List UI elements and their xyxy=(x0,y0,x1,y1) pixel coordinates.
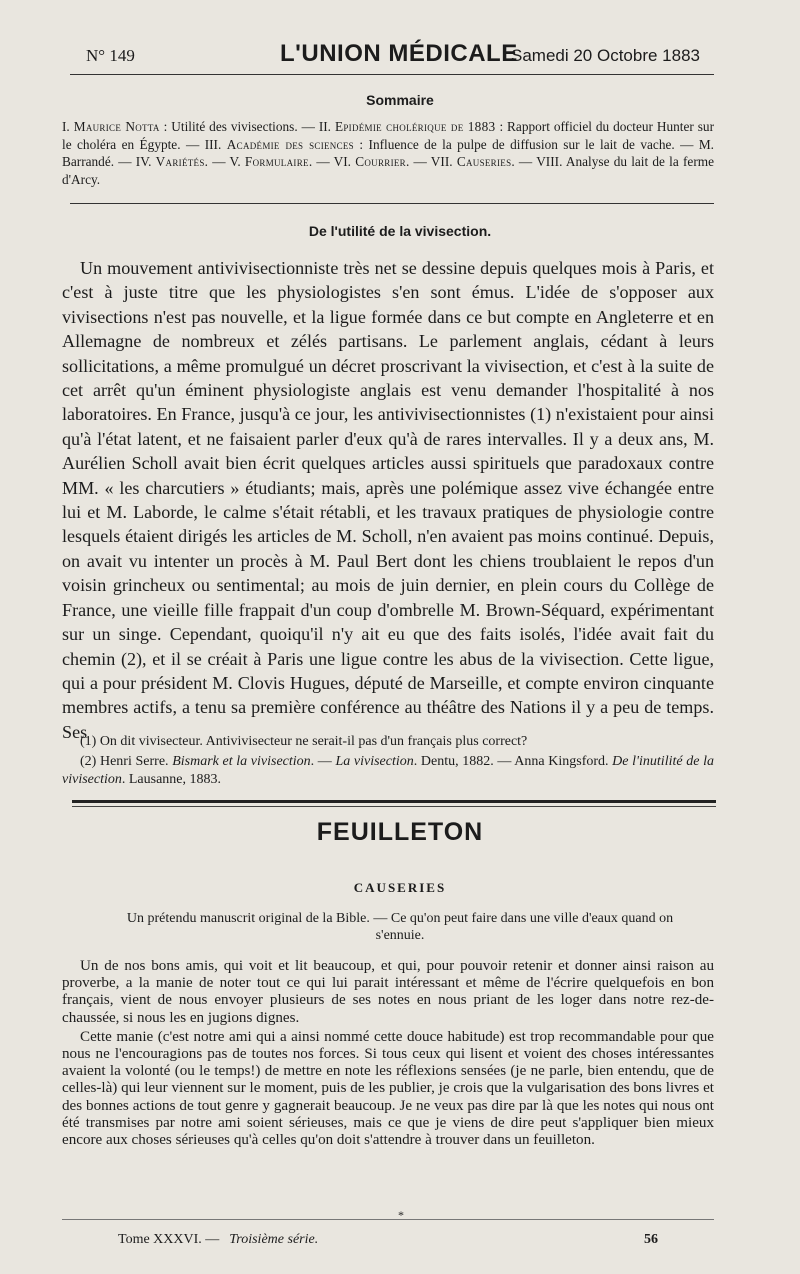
feuilleton-body xyxy=(62,958,714,1151)
feuilleton-subtitle: Un prétendu manuscrit original de la Bible. — Ce qu'on peut faire dans une ville d'eaux quand on s'ennuie. xyxy=(126,911,674,943)
article-paragraph: Un mouvement antivivisectionniste très net se dessine depuis quelques mois à Paris, et c'est à juste titre que les physiologistes s'en sont émus. L'idée de s'opposer aux vivisections n'est pas nouvelle, et la ligue formée dans ce but compte en Angleterre et en Allemagne de nombreux et zélés partisans. Le parlement anglais, cédant à leurs sollicitations, a même promulgué un décret proscrivant la vivisection, et c'est à la suite de cet arrêt qu'un éminent physiologiste anglais est venu demander l'hospitalité à nos laboratoires. En France, jusqu'à ce jour, les antivivisectionnistes (1) n'existaient pour ainsi qu'à l'état latent, et ne faisaient parler d'eux qu'à de rares intervalles. Il y a deux ans, M. Aurélien Scholl avait bien écrit quelques articles aussi spirituels que paradoxaux contre MM. « les charcutiers » étudiants; mais, après une polémique assez vive échangée entre lui et M. Laborde, le calme s'était rétabli, et les travaux pratiques de physiologie contre lesquels étaient dirigés les articles de M. Scholl, n'en avaient pas moins continué. Depuis, on avait vu intenter un procès à M. Paul Bert dont les chiens troublaient le repos d'un voisin grincheux ou sentimental; au mois de juin dernier, en plein cours du Collège de France, une vieille fille frappait d'un coup d'ombrelle M. Brown-Séquard, expérimentant sur un singe. Cependant, quoiqu'il n'y ait eu que des faits isolés, l'idée avait fait du chemin (2), et il se créait à Paris une ligue contre les abus de la vivisection. Cette ligue, qui a pour président M. Clovis Hugues, député de Marseille, et compte environ cinquante membres actifs, a tenu sa première conférence au théâtre des Nations il y a peu de temps. Ses xyxy=(62,258,714,742)
asterisk-ornament: * xyxy=(398,1208,404,1222)
issue-date: Samedi 20 Octobre 1883 xyxy=(510,46,700,65)
sommaire-entry: VIII. Analyse du lait de la ferme d'Arcy. xyxy=(62,154,714,187)
article-body xyxy=(62,256,714,744)
sommaire-entry: II. Epidémie cholérique de 1883 : Rapport officiel du docteur Hunter sur le choléra en Égypte. — xyxy=(62,119,715,152)
sommaire-rule xyxy=(70,203,714,204)
footnote-1: (1) On dit vivisecteur. Antivivisecteur ne serait-il pas d'un français plus correct? xyxy=(80,734,528,749)
section-divider-thin xyxy=(72,806,716,807)
footer-rule xyxy=(62,1219,714,1220)
page-header xyxy=(86,38,700,66)
sommaire-entry: VII. Causeries. — xyxy=(430,154,537,169)
sommaire-entry: III. Académie des sciences : Influence de la pulpe de diffusion sur le lait de vache. — M. Barrandé. — xyxy=(62,136,714,169)
feuilleton-title: FEUILLETON xyxy=(316,818,484,846)
sommaire-entry: I. Maurice Notta : Utilité des vivisections. — xyxy=(62,119,319,134)
article-title: De l'utilité de la vivisection. xyxy=(308,223,492,239)
journal-title: L'UNION MÉDICALE xyxy=(280,40,518,67)
sommaire-title: Sommaire xyxy=(366,92,434,108)
sommaire-entry: V. Formulaire. — xyxy=(229,154,334,169)
sommaire-list xyxy=(62,118,714,188)
header-rule xyxy=(70,74,714,75)
sommaire-entry: IV. Variétés. — xyxy=(135,154,230,169)
issue-number: N° 149 xyxy=(86,46,135,65)
page-number: 56 xyxy=(644,1232,658,1247)
series-label: Troisième série. xyxy=(229,1232,319,1247)
sommaire-entry: VI. Courrier. — xyxy=(333,154,431,169)
footnotes xyxy=(62,733,714,791)
feuilleton-paragraph: Un de nos bons amis, qui voit et lit beaucoup, et qui, pour pouvoir retenir et donner ainsi raison au proverbe, a la manie de noter tout ce qui lui parait intéressant et même de l'écrire quelquefois en bon français, vient de nous envoyer plusieurs de ses notes en nous priant de les loger dans notre rez-de-chaussée, si nous les en jugions dignes. xyxy=(62,958,714,1026)
footnote-2: (2) Henri Serre. Bismark et la vivisection. — La vivisection. Dentu, 1882. — Anna Kingsford. De l'inutilité de la vivisection. Lausanne, 1883. xyxy=(62,754,714,787)
causeries-heading: CAUSERIES xyxy=(353,880,447,895)
volume-label: Tome XXXVI. — xyxy=(118,1232,220,1247)
section-divider xyxy=(72,800,716,803)
footer-volume xyxy=(118,1232,318,1248)
feuilleton-paragraph: Cette manie (c'est notre ami qui a ainsi nommé cette douce habitude) est trop recommandable pour que nous ne l'encouragions pas de toutes nos forces. Si tous ceux qui lisent et voient des choses intéressantes avaient la volonté (ou le temps!) de mettre en note les réflexions sensées (je ne parle, bien entendu, que de celles-là) qui leur viennent sur le moment, puis de les publier, je crois que la vulgarisation des bons livres et des bonnes actions de tout genre y gagnerait beaucoup. Je ne veux pas dire par là que les notes qui nous ont été transmises par notre ami soient sérieuses, mais ce que je viens de dire peut s'appliquer bien mieux encore aux choses sérieuses qu'à celles qu'on doit s'attendre à trouver dans un feuilleton. xyxy=(62,1028,714,1149)
